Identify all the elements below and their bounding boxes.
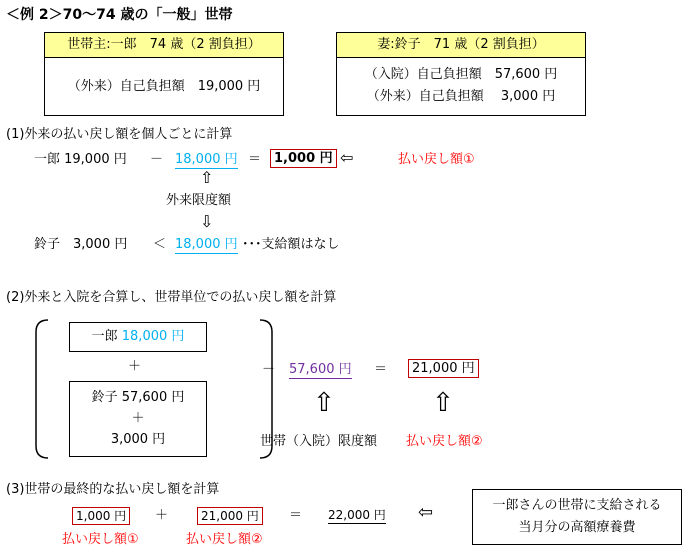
step3-note-line2: 当月分の高額療養費 [518, 520, 636, 535]
wife-outpatient: （外来）自己負担額 3,000 円 [366, 89, 556, 104]
step1-lt: ＜ [153, 237, 167, 252]
step2-plus: ＋ [128, 359, 142, 374]
step3-value1: 1,000 円 [72, 507, 130, 525]
arrow-up-icon: ⇧ [432, 388, 454, 418]
step1-suzuko-limit: 18,000 円 [175, 237, 238, 252]
husband-box [44, 32, 284, 116]
step2-limit-label: 世帯（入院）限度額 [260, 434, 378, 449]
step2-limit-value: 57,600 円 [289, 362, 352, 377]
step3-total: 22,000 円 [328, 508, 386, 522]
step2-ichiro-prefix: 一郎 [91, 329, 118, 344]
arrow-left-icon: ⇦ [340, 148, 354, 167]
step1-equals: ＝ [248, 152, 262, 167]
step1-limit-label: 外来限度額 [166, 193, 232, 208]
step3-equals: ＝ [289, 508, 303, 523]
step2-suzuko-box [69, 381, 207, 457]
page-title: ＜例 2＞70～74 歳の「一般」世帯 [6, 7, 233, 23]
wife-header: 妻:鈴子 71 歳（2 割負担） [337, 33, 585, 58]
step1-refund-label: 払い戻し額① [398, 152, 475, 167]
step3-note-line1: 一郎さんの世帯に支給される [492, 498, 662, 513]
arrow-up-icon: ⇧ [200, 168, 214, 187]
step2-suzuko-line1: 鈴子 57,600 円 [91, 390, 185, 405]
step1-no-payment: ･･･支給額はなし [242, 237, 340, 252]
wife-box [336, 32, 586, 116]
arrow-up-icon: ⇧ [313, 388, 335, 418]
step2-suzuko-plus: ＋ [131, 411, 145, 426]
step1-result: 1,000 円 [270, 149, 337, 168]
step3-value2: 21,000 円 [197, 507, 263, 525]
step3-note-box [472, 489, 682, 545]
husband-outpatient: （外来）自己負担額 19,000 円 [67, 79, 261, 94]
arrow-left-icon: ⇦ [418, 502, 434, 523]
step3-heading: (3)世帯の最終的な払い戻し額を計算 [6, 482, 220, 497]
step2-ichiro-value: 18,000 円 [121, 329, 185, 344]
step2-equals: ＝ [374, 362, 388, 377]
step2-suzuko-line3: 3,000 円 [110, 432, 166, 447]
step2-minus: － [262, 362, 276, 377]
step3-plus: ＋ [155, 508, 169, 523]
step2-refund-label: 払い戻し額② [406, 434, 483, 449]
wife-inpatient: （入院）自己負担額 57,600 円 [364, 67, 558, 82]
step1-suzuko: 鈴子 3,000 円 [34, 237, 128, 252]
step1-ichiro: 一郎 19,000 円 [34, 152, 127, 167]
step2-heading: (2)外来と入院を合算し、世帯単位での払い戻し額を計算 [6, 290, 337, 305]
step1-minus: － [150, 152, 164, 167]
step1-limit-value: 18,000 円 [175, 152, 238, 167]
step2-ichiro-box [69, 322, 207, 352]
arrow-down-icon: ⇩ [200, 212, 214, 231]
husband-header: 世帯主:一郎 74 歳（2 割負担） [45, 33, 283, 58]
step2-result: 21,000 円 [408, 359, 479, 378]
step3-label1: 払い戻し額① [62, 532, 139, 547]
step3-label2: 払い戻し額② [186, 532, 263, 547]
step1-heading: (1)外来の払い戻し額を個人ごとに計算 [6, 127, 233, 142]
